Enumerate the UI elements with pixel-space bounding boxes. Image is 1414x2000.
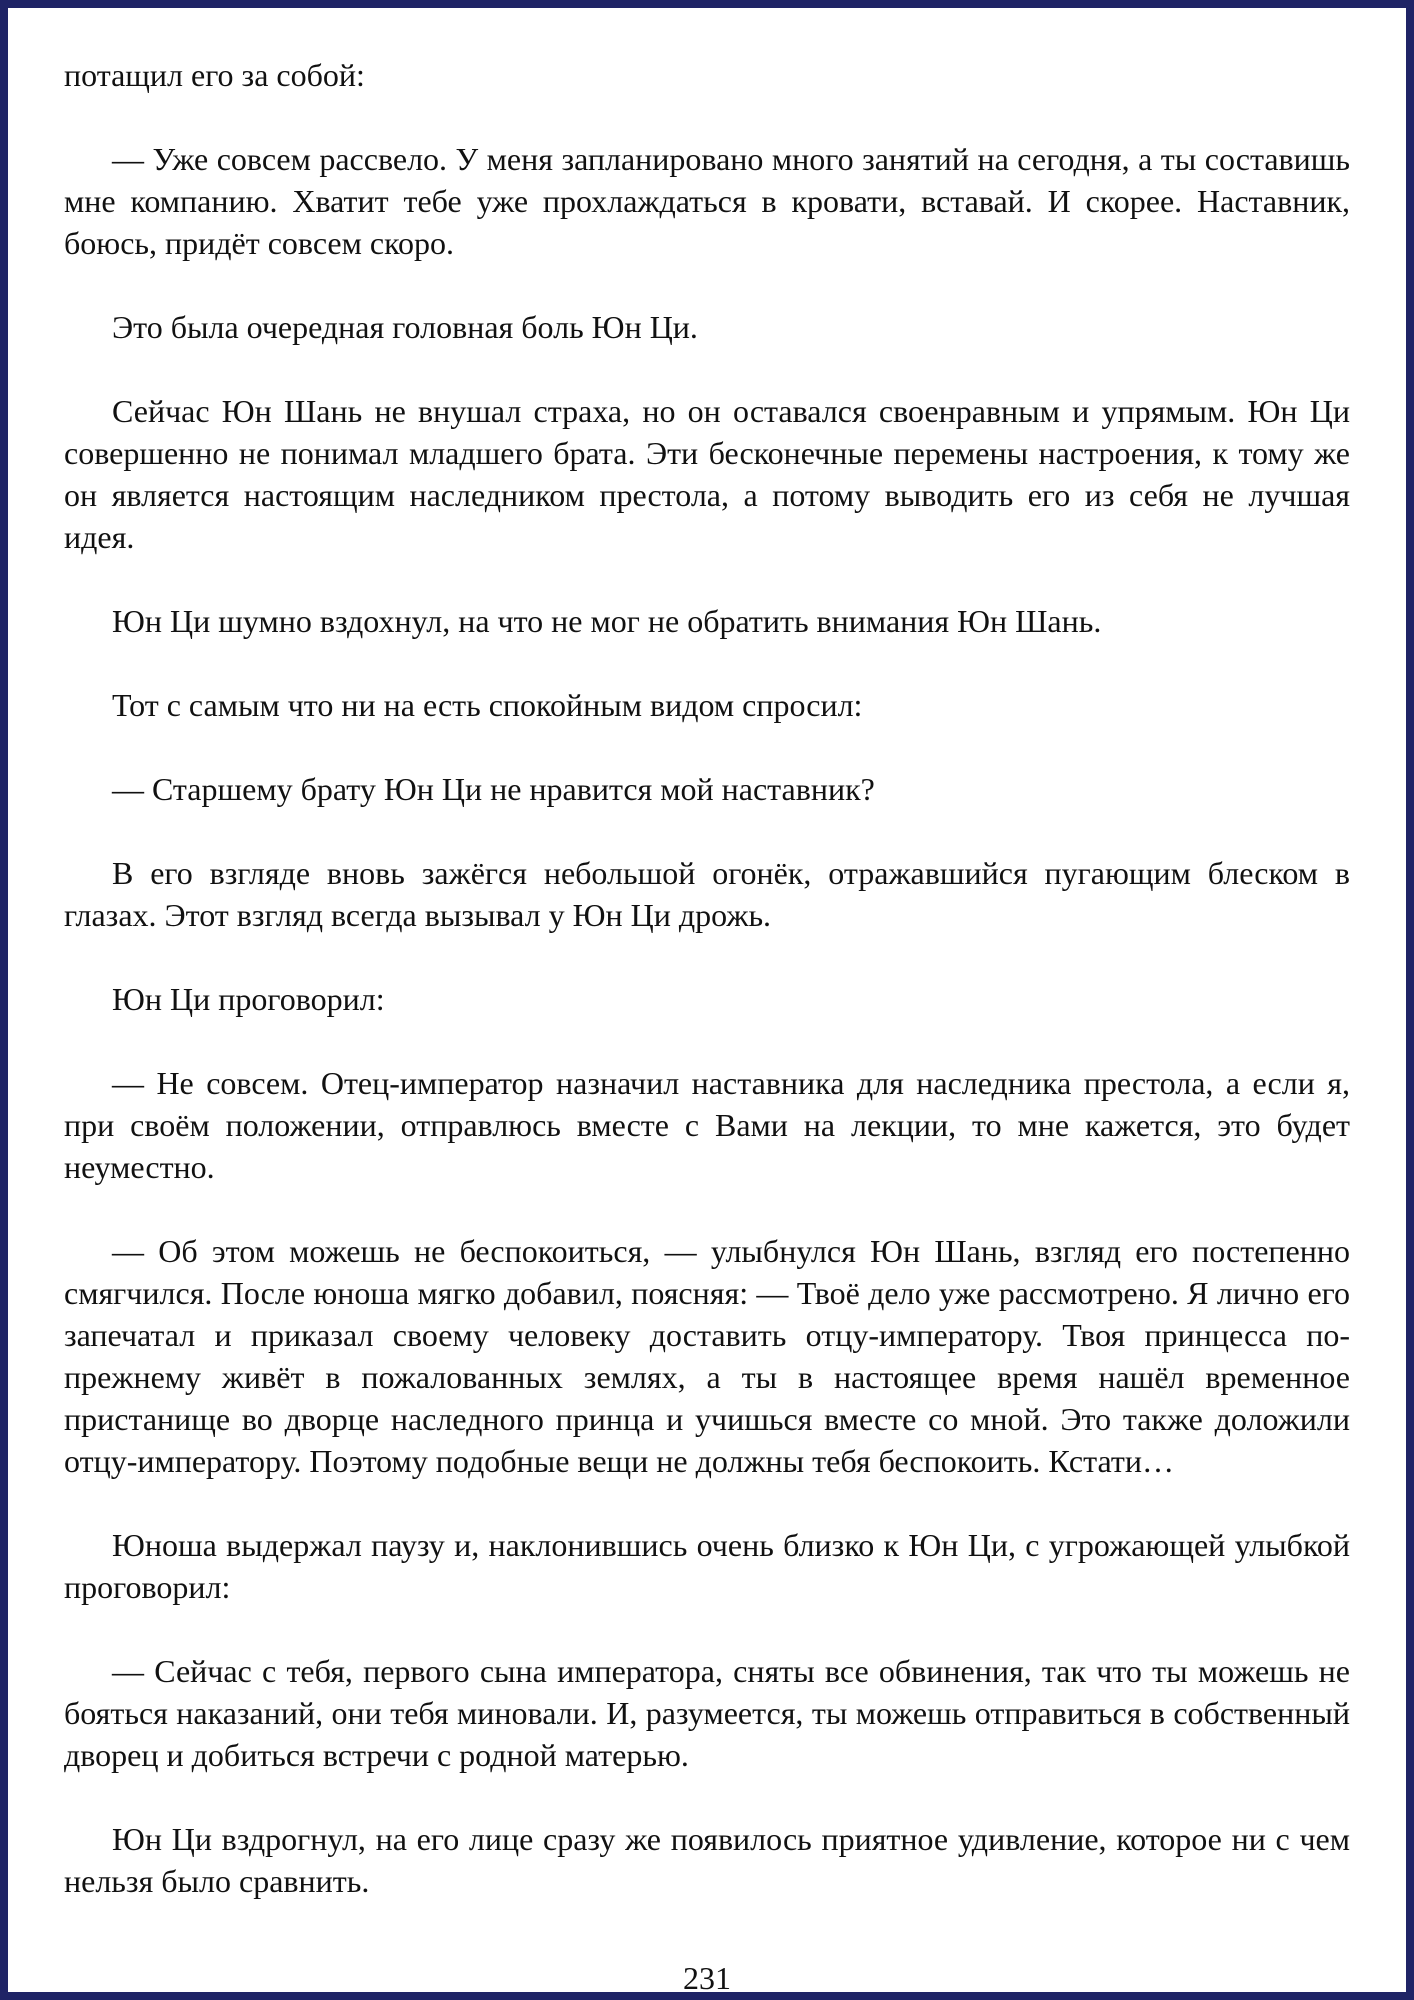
page-number: 231 [683,1960,731,1996]
paragraph: Сейчас Юн Шань не внушал страха, но он оставался своенравным и упрямым. Юн Ци совершенно не понимал младшего брата. Эти бесконечные перемены настроения, к тому же он является настоящим наследником престола, а потому выводить его из себя не лучшая идея. [64,393,1350,555]
paragraph: Это была очередная головная боль Юн Ци. [112,309,698,345]
paragraph: В его взгляде вновь зажёгся небольшой огонёк, отражавшийся пугающим блеском в глазах. Этот взгляд всегда вызывал у Юн Ци дрожь. [64,855,1350,933]
paragraph: Юноша выдержал паузу и, наклонившись очень близко к Юн Ци, с угрожающей улыбкой проговорил: [64,1527,1350,1605]
paragraph: Юн Ци вздрогнул, на его лице сразу же появилось приятное удивление, которое ни с чем нельзя было сравнить. [64,1821,1350,1899]
paragraph: — Уже совсем рассвело. У меня запланировано много занятий на сегодня, а ты составишь мне компанию. Хватит тебе уже прохлаждаться в кровати, вставай. И скорее. Наставник, боюсь, придёт совсем скоро. [64,141,1350,261]
paragraph: — Не совсем. Отец-император назначил наставника для наследника престола, а если я, при своём положении, отправлюсь вместе с Вами на лекции, то мне кажется, это будет неуместно. [64,1065,1350,1185]
paragraph: Юн Ци проговорил: [112,981,385,1017]
paragraph: Тот с самым что ни на есть спокойным видом спросил: [112,687,863,723]
paragraph: — Сейчас с тебя, первого сына императора, сняты все обвинения, так что ты можешь не бояться наказаний, они тебя миновали. И, разумеется, ты можешь отправиться в собственный дворец и добиться встречи с родной матерью. [64,1653,1350,1773]
paragraph: Юн Ци шумно вздохнул, на что не мог не обратить внимания Юн Шань. [112,603,1102,639]
page-text [64,54,1350,1944]
paragraph: потащил его за собой: [64,57,365,93]
paragraph: — Об этом можешь не беспокоиться, — улыбнулся Юн Шань, взгляд его постепенно смягчился. После юноша мягко добавил, поясняя: — Твоё дело уже рассмотрено. Я лично его запечатал и приказал своему человеку доставить отцу-императору. Твоя принцесса по-прежнему живёт в пожалованных землях, а ты в настоящее время нашёл временное пристанище во дворце наследного принца и учишься вместе со мной. Это также доложили отцу-императору. Поэтому подобные вещи не должны тебя беспокоить. Кстати… [64,1233,1350,1479]
paragraph: — Старшему брату Юн Ци не нравится мой наставник? [112,771,875,807]
